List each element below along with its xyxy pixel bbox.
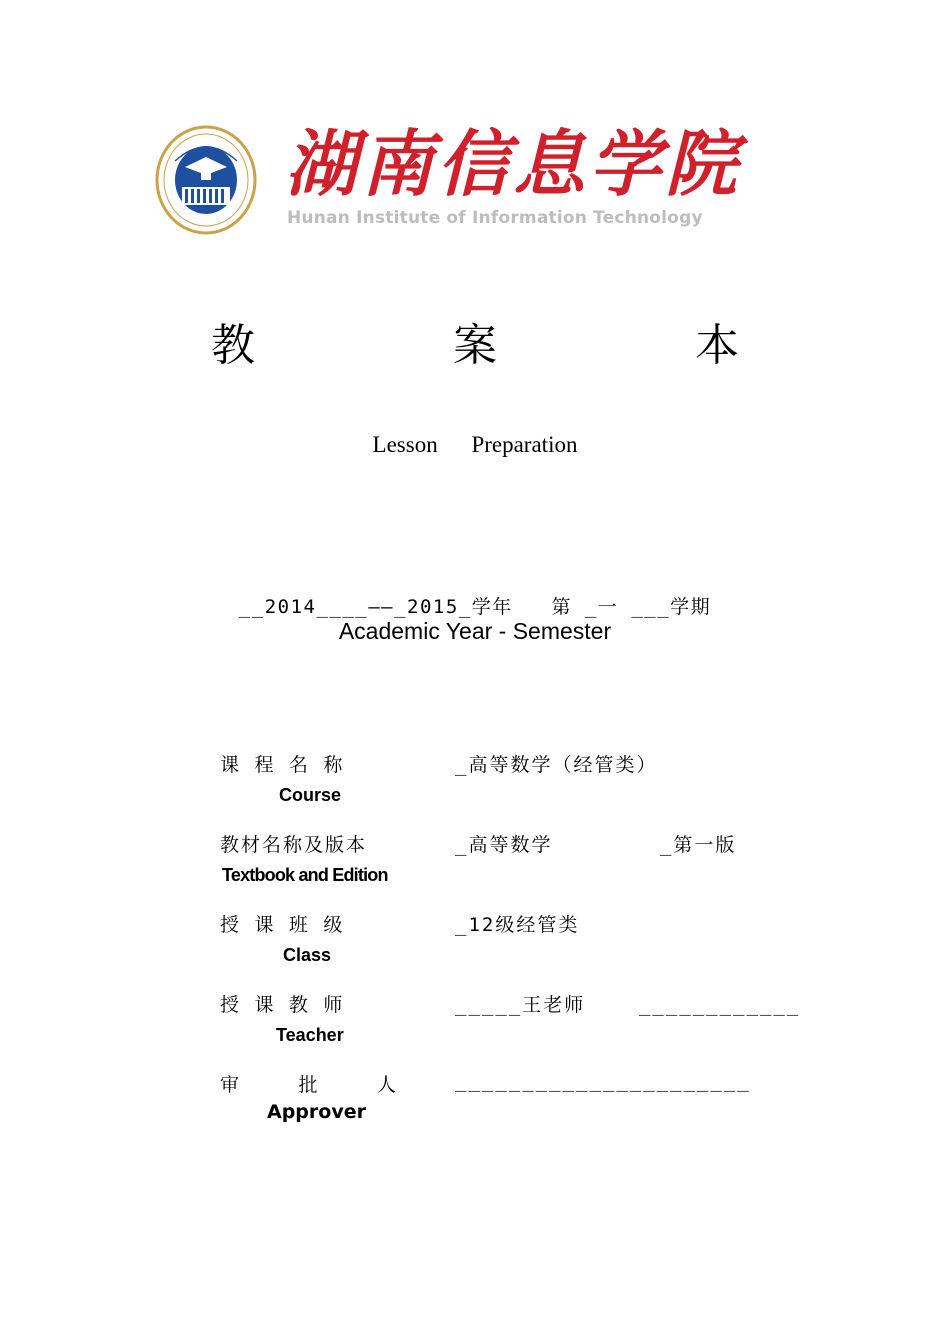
approver-value: ______________________ — [455, 1070, 751, 1092]
teacher-label-cn: 授 课 教 师 — [220, 994, 345, 1016]
page-subtitle: Lesson Preparation — [372, 432, 578, 457]
academic-year-label: Academic Year - Semester — [338, 618, 612, 644]
teacher-value: _____王老师 ____________ — [455, 994, 801, 1016]
approver-label-cn: 审 批 人 — [220, 1074, 420, 1096]
class-label-cn: 授 课 班 级 — [220, 914, 345, 936]
class-label-en: Class — [283, 945, 332, 965]
institute-name-cn: 湖南信息学院 — [285, 121, 742, 206]
teacher-label-en: Teacher — [276, 1025, 344, 1045]
course-label-en: Course — [279, 785, 342, 805]
wordmark — [285, 121, 742, 240]
textbook-label-en: Textbook and Edition — [222, 865, 388, 885]
approver-label-en: Approver — [267, 1101, 366, 1123]
class-value: _12级经管类 — [455, 914, 580, 936]
academic-year-line: __2014____——_2015_学年 第 _一 ___学期 — [238, 596, 712, 618]
institute-name-en: Hunan Institute of Information Technology — [287, 208, 703, 228]
textbook-label-cn: 教材名称及版本 — [220, 834, 368, 856]
institute-logo — [155, 121, 742, 240]
textbook-value: _高等数学 _第一版 — [455, 834, 737, 856]
course-value: _高等数学（经管类） — [455, 754, 658, 776]
seal-emblem-icon — [155, 125, 257, 235]
course-label-cn: 课 程 名 称 — [220, 754, 345, 776]
page-title: 教 案 本 — [211, 320, 831, 371]
